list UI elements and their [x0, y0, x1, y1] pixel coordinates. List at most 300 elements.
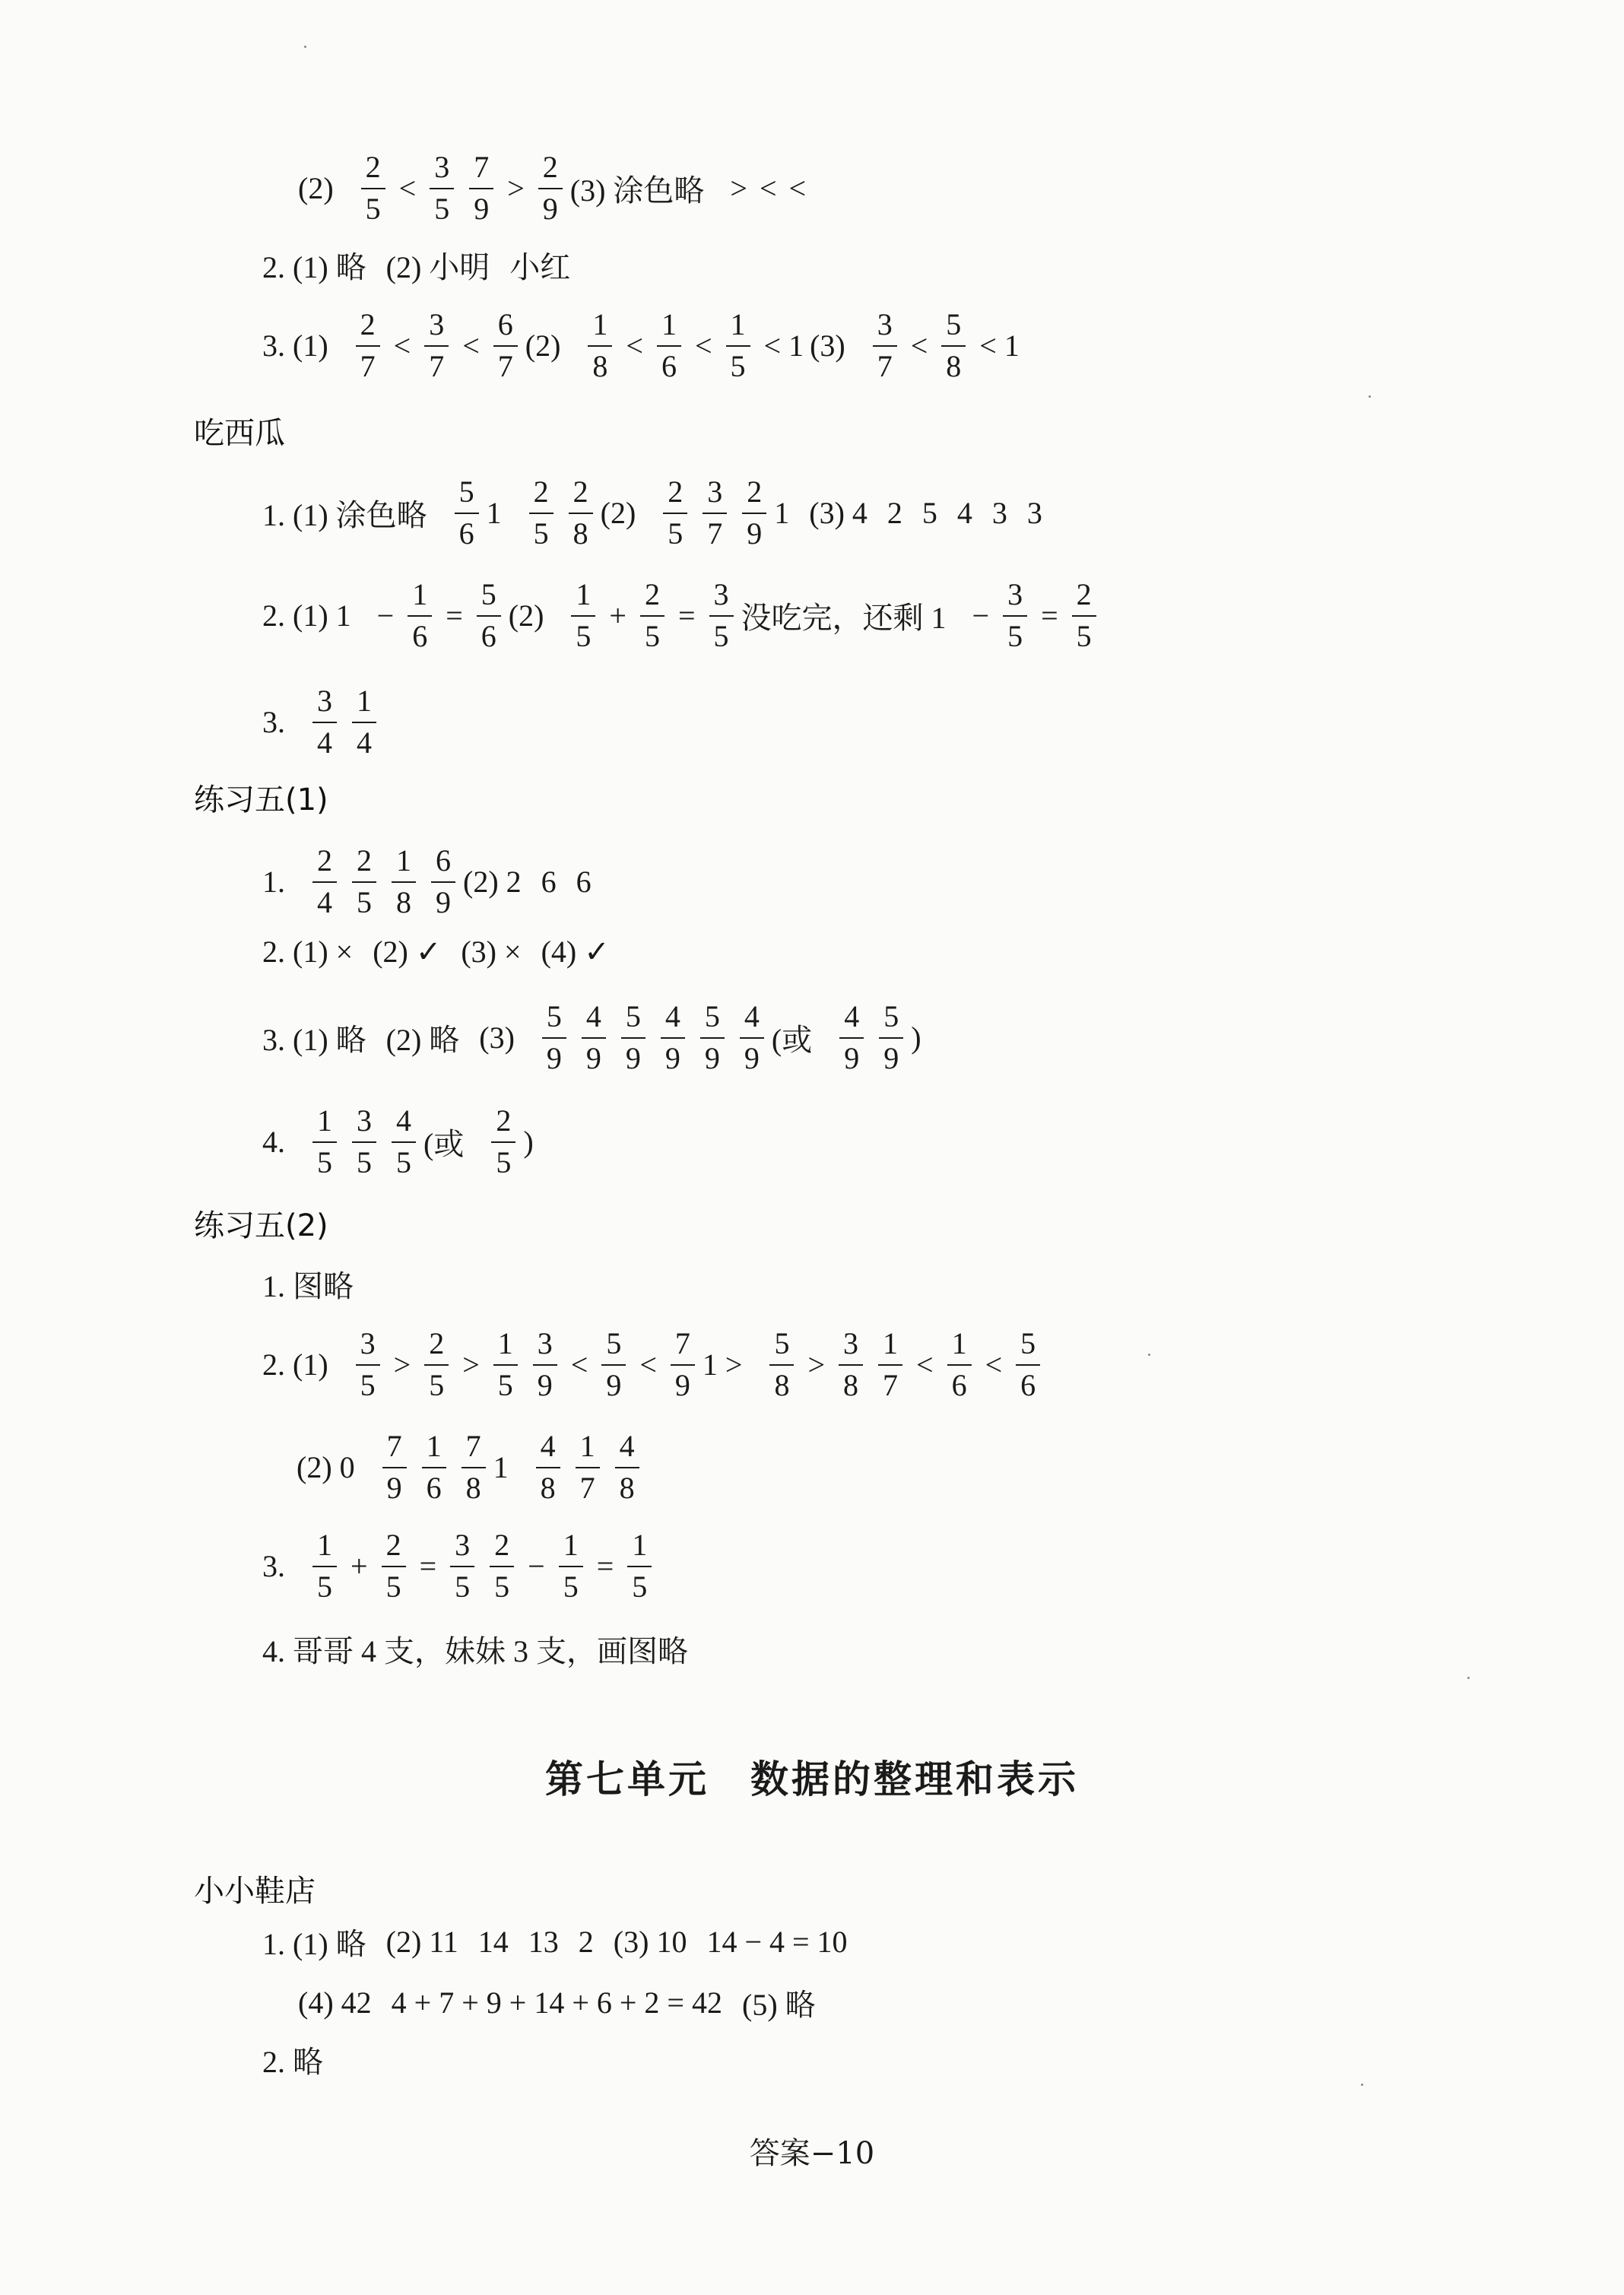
fraction — [615, 1430, 639, 1506]
answer-text: 6 — [576, 865, 592, 900]
scan-speck — [1369, 395, 1371, 398]
denominator: 5 — [365, 191, 381, 226]
fraction — [424, 308, 449, 384]
denominator: 5 — [496, 1144, 512, 1179]
math-operator: = — [596, 1549, 614, 1584]
denominator: 6 — [426, 1470, 442, 1505]
answer-text: (5) 略 — [742, 1988, 816, 2022]
page-footer: 答案−10 — [749, 2136, 875, 2171]
denominator: 7 — [360, 348, 376, 383]
numerator: 4 — [740, 1000, 764, 1039]
numerator: 2 — [529, 475, 553, 514]
denominator: 9 — [585, 1040, 601, 1075]
answer-text: 5 — [921, 496, 937, 531]
fraction — [703, 475, 727, 551]
answer-text: (3) 4 — [809, 496, 868, 531]
denominator: 5 — [713, 618, 729, 653]
numerator: 3 — [424, 308, 449, 347]
denominator: 8 — [619, 1470, 635, 1505]
answer-text: (3) — [479, 1021, 515, 1055]
fraction — [941, 308, 966, 384]
numerator: 2 — [382, 1528, 406, 1567]
answer-text: 6 — [541, 865, 557, 900]
denominator: 5 — [434, 191, 450, 226]
numerator: 2 — [742, 475, 766, 514]
answer-text: 3. (1) — [262, 329, 328, 363]
fraction — [352, 844, 376, 920]
fraction — [493, 308, 518, 384]
fraction — [312, 684, 337, 760]
section-heading: 吃西瓜 — [194, 416, 285, 451]
denominator: 9 — [704, 1040, 720, 1075]
answer-line — [262, 1262, 373, 1306]
answer-line — [262, 1528, 659, 1605]
fraction — [947, 1327, 972, 1403]
denominator: 5 — [385, 1569, 401, 1604]
numerator: 7 — [469, 151, 493, 189]
math-operator: < — [393, 329, 411, 363]
fraction — [740, 1000, 764, 1076]
answer-line — [298, 151, 812, 227]
fraction — [477, 578, 501, 654]
denominator: 5 — [1007, 618, 1023, 653]
numerator: 3 — [703, 475, 727, 514]
numerator: 3 — [1003, 578, 1027, 617]
answer-text: 1. (1) 涂色略 — [262, 498, 427, 533]
fraction — [469, 151, 493, 227]
denominator: 5 — [668, 516, 684, 551]
numerator: 6 — [493, 308, 518, 347]
fraction — [356, 1327, 380, 1403]
answer-line — [262, 2038, 343, 2081]
fraction — [455, 475, 479, 551]
denominator: 9 — [546, 1040, 562, 1075]
chapter-title: 第七单元 数据的整理和表示 — [545, 1757, 1079, 1801]
denominator: 5 — [396, 1144, 411, 1179]
numerator: 3 — [450, 1528, 474, 1567]
denominator: 5 — [357, 1144, 372, 1179]
fraction — [352, 684, 376, 760]
math-operator: = — [1041, 598, 1058, 633]
answer-text: 2. (1) 略 — [262, 250, 366, 284]
numerator: 7 — [462, 1430, 486, 1468]
fraction — [424, 1327, 449, 1403]
numerator: 1 — [493, 1327, 518, 1366]
numerator: 2 — [1072, 578, 1096, 617]
fraction — [312, 1528, 337, 1605]
numerator: 1 — [312, 1104, 337, 1143]
math-operator: < — [916, 1347, 934, 1382]
answer-text: 2. (1) 1 — [262, 598, 351, 633]
numerator: 1 — [657, 308, 681, 347]
answer-text: 3. — [262, 1549, 285, 1584]
answer-text: ) — [523, 1125, 534, 1160]
fraction — [312, 844, 337, 920]
fraction — [462, 1430, 486, 1506]
denominator: 5 — [494, 1569, 510, 1604]
numerator: 2 — [424, 1327, 449, 1366]
numerator: 7 — [671, 1327, 695, 1366]
numerator: 5 — [1016, 1327, 1040, 1366]
fraction — [700, 1000, 725, 1076]
numerator: 5 — [700, 1000, 725, 1039]
answer-text: 3 — [991, 496, 1007, 531]
numerator: 4 — [582, 1000, 606, 1039]
denominator: 5 — [730, 348, 746, 383]
answer-text: 2. (1) × — [262, 935, 354, 969]
fraction — [1003, 578, 1027, 654]
section-heading: 小小鞋店 — [194, 1874, 316, 1909]
answer-text: ) — [911, 1021, 921, 1055]
fraction — [657, 308, 681, 384]
answer-text: 1 — [774, 496, 790, 531]
numerator: 3 — [533, 1327, 557, 1366]
answer-text: (2) — [600, 496, 636, 531]
scan-speck — [1361, 2084, 1363, 2086]
denominator: 9 — [844, 1040, 860, 1075]
numerator: 5 — [542, 1000, 566, 1039]
denominator: 5 — [357, 884, 372, 919]
numerator: 7 — [382, 1430, 407, 1468]
numerator: 2 — [538, 151, 563, 189]
answer-text: (4) ✓ — [541, 935, 610, 969]
math-operator: − — [528, 1549, 545, 1584]
denominator: 5 — [632, 1569, 648, 1604]
fraction — [392, 844, 416, 920]
fraction — [538, 151, 563, 227]
fraction — [422, 1430, 446, 1506]
answer-line — [298, 1981, 836, 2024]
fraction — [352, 1104, 376, 1180]
denominator: 5 — [644, 618, 660, 653]
scan-speck — [1467, 1677, 1470, 1679]
fraction — [356, 308, 380, 384]
numerator: 4 — [839, 1000, 864, 1039]
numerator: 1 — [559, 1528, 583, 1567]
answer-text: 3. — [262, 705, 285, 740]
math-operator: − — [972, 598, 990, 633]
numerator: 1 — [352, 684, 376, 723]
numerator: 1 — [571, 578, 595, 617]
math-operator: < — [398, 171, 417, 206]
numerator: 4 — [661, 1000, 685, 1039]
section-heading: 练习五(2) — [194, 1208, 328, 1243]
numerator: 3 — [873, 308, 897, 347]
fraction — [588, 308, 612, 384]
numerator: 1 — [392, 844, 416, 883]
numerator: 1 — [576, 1430, 600, 1468]
math-operator: < — [910, 329, 928, 363]
fraction — [408, 578, 432, 654]
fraction — [661, 1000, 685, 1076]
fraction — [430, 151, 454, 227]
answer-text: 14 − 4 = 10 — [706, 1925, 848, 1959]
math-operator: < — [626, 329, 643, 363]
denominator: 9 — [744, 1040, 760, 1075]
denominator: 8 — [946, 348, 962, 383]
math-operator: + — [350, 1549, 368, 1584]
denominator: 4 — [357, 725, 372, 760]
answer-text: (2) ✓ — [373, 935, 442, 969]
fraction — [312, 1104, 337, 1180]
numerator: 3 — [430, 151, 454, 189]
fraction — [627, 1528, 652, 1605]
denominator: 5 — [497, 1367, 513, 1402]
answer-text: (4) 42 — [298, 1986, 372, 2020]
answer-text: 1 — [493, 1450, 509, 1485]
numerator: 5 — [477, 578, 501, 617]
numerator: 4 — [615, 1430, 639, 1468]
answer-line — [262, 934, 630, 970]
fraction — [873, 308, 897, 384]
answer-text: 2. 略 — [262, 2045, 323, 2079]
denominator: 8 — [592, 348, 608, 383]
answer-line — [262, 1000, 941, 1076]
fraction — [663, 475, 687, 551]
answer-text: 3. (1) 略 — [262, 1023, 366, 1058]
numerator: 3 — [312, 684, 337, 723]
numerator: 2 — [490, 1528, 514, 1567]
answer-text: 2. (1) — [262, 1347, 328, 1382]
denominator: 9 — [537, 1367, 553, 1402]
math-operator: < — [570, 1347, 588, 1382]
denominator: 7 — [877, 348, 893, 383]
denominator: 7 — [429, 348, 445, 383]
answer-text: (2) — [525, 329, 561, 363]
answer-text: (或 — [423, 1127, 465, 1162]
denominator: 5 — [317, 1569, 332, 1604]
answer-line — [262, 1327, 1048, 1403]
numerator: 3 — [709, 578, 734, 617]
numerator: 5 — [455, 475, 479, 514]
math-operator: < — [759, 171, 777, 206]
denominator: 6 — [458, 516, 474, 551]
answer-text: 小红 — [509, 250, 571, 284]
answer-text: 4 — [956, 496, 972, 531]
fraction — [493, 1327, 518, 1403]
fraction — [559, 1528, 583, 1605]
fraction — [361, 151, 385, 227]
denominator: 7 — [707, 516, 723, 551]
answer-line — [262, 844, 611, 920]
fraction — [382, 1528, 406, 1605]
math-operator: < — [985, 1347, 1003, 1382]
denominator: 5 — [576, 618, 592, 653]
answer-text: 1. (1) 略 — [262, 1927, 366, 1961]
numerator: 1 — [422, 1430, 446, 1468]
denominator: 9 — [606, 1367, 622, 1402]
answer-text: 1. 图略 — [262, 1269, 354, 1303]
math-operator: < 1 — [979, 329, 1020, 363]
denominator: 8 — [573, 516, 588, 551]
answer-text: (3) 涂色略 — [569, 173, 705, 208]
answer-line — [297, 1430, 647, 1506]
fraction — [491, 1104, 515, 1180]
fraction — [640, 578, 665, 654]
numerator: 1 — [726, 308, 750, 347]
denominator: 9 — [625, 1040, 641, 1075]
denominator: 5 — [360, 1367, 376, 1402]
math-operator: < — [462, 329, 480, 363]
numerator: 1 — [627, 1528, 652, 1567]
numerator: 2 — [312, 844, 337, 883]
denominator: 8 — [843, 1367, 859, 1402]
fraction — [621, 1000, 645, 1076]
math-operator: < — [788, 171, 807, 206]
answer-text: (3) 10 — [613, 1925, 687, 1959]
numerator: 1 — [312, 1528, 337, 1567]
fraction — [392, 1104, 416, 1180]
denominator: 7 — [883, 1367, 899, 1402]
denominator: 5 — [429, 1367, 445, 1402]
fraction — [726, 308, 750, 384]
math-operator: > — [462, 1347, 480, 1382]
answer-text: 1. — [262, 865, 285, 900]
math-operator: > — [807, 1347, 826, 1382]
denominator: 9 — [883, 1040, 899, 1075]
fraction — [709, 578, 734, 654]
denominator: 9 — [674, 1367, 690, 1402]
math-operator: = — [419, 1549, 437, 1584]
denominator: 8 — [396, 884, 411, 919]
math-operator: > — [730, 171, 747, 206]
denominator: 6 — [951, 1367, 967, 1402]
denominator: 5 — [1076, 618, 1092, 653]
math-operator: + — [609, 598, 626, 633]
answer-text: (2) — [508, 598, 544, 633]
fraction — [431, 844, 455, 920]
fraction — [533, 1327, 557, 1403]
answer-text: (2) 11 — [385, 1925, 458, 1959]
answer-text: (2) 2 — [463, 865, 522, 900]
denominator: 5 — [317, 1144, 332, 1179]
numerator: 4 — [392, 1104, 416, 1143]
numerator: 2 — [356, 308, 380, 347]
denominator: 7 — [579, 1470, 595, 1505]
math-operator: > — [507, 171, 525, 206]
math-operator: < — [694, 329, 712, 363]
fraction — [536, 1430, 560, 1506]
fraction — [601, 1327, 626, 1403]
fraction — [529, 475, 553, 551]
numerator: 3 — [352, 1104, 376, 1143]
scan-speck — [304, 46, 306, 48]
answer-text: (3) — [810, 329, 845, 363]
fraction — [542, 1000, 566, 1076]
math-operator: < — [639, 1347, 657, 1382]
answer-text: (2) 略 — [385, 1023, 460, 1058]
answer-text: (2) — [298, 171, 334, 206]
numerator: 2 — [640, 578, 665, 617]
answer-text: 4. — [262, 1125, 285, 1160]
answer-line — [262, 243, 590, 287]
answer-line — [262, 1104, 553, 1180]
answer-text: 1 > — [702, 1347, 743, 1382]
answer-text: 1 — [486, 496, 502, 531]
denominator: 8 — [465, 1470, 481, 1505]
fraction — [1072, 578, 1096, 654]
answer-text: 4 + 7 + 9 + 14 + 6 + 2 = 42 — [391, 1986, 722, 2020]
denominator: 6 — [1020, 1367, 1036, 1402]
answer-line — [262, 475, 1062, 551]
denominator: 7 — [497, 348, 513, 383]
answer-text: (2) 0 — [297, 1450, 355, 1485]
answer-text: (3) × — [461, 935, 522, 969]
denominator: 8 — [774, 1367, 790, 1402]
answer-text: 2 — [578, 1925, 594, 1959]
numerator: 1 — [408, 578, 432, 617]
denominator: 5 — [455, 1569, 471, 1604]
fraction — [382, 1430, 407, 1506]
answer-text: 14 — [477, 1925, 509, 1959]
fraction — [582, 1000, 606, 1076]
fraction — [671, 1327, 695, 1403]
math-operator: > — [393, 1347, 411, 1382]
fraction — [1016, 1327, 1040, 1403]
answer-line — [262, 1920, 868, 1963]
numerator: 2 — [663, 475, 687, 514]
answer-text: 2 — [887, 496, 902, 531]
denominator: 6 — [481, 618, 496, 653]
fraction — [742, 475, 766, 551]
numerator: 5 — [879, 1000, 903, 1039]
denominator: 6 — [661, 348, 677, 383]
denominator: 9 — [474, 191, 490, 226]
denominator: 4 — [317, 884, 332, 919]
fraction — [490, 1528, 514, 1605]
denominator: 9 — [436, 884, 451, 919]
fraction — [839, 1000, 864, 1076]
answer-text: 没吃完，还剩 1 — [741, 601, 947, 636]
numerator: 1 — [588, 308, 612, 347]
fraction — [839, 1327, 863, 1403]
section-heading: 练习五(1) — [194, 782, 328, 817]
fraction — [879, 1000, 903, 1076]
denominator: 5 — [563, 1569, 579, 1604]
fraction — [571, 578, 595, 654]
answer-line — [262, 308, 1026, 384]
numerator: 3 — [356, 1327, 380, 1366]
numerator: 5 — [769, 1327, 794, 1366]
math-operator: < 1 — [763, 329, 804, 363]
numerator: 4 — [536, 1430, 560, 1468]
numerator: 3 — [839, 1327, 863, 1366]
fraction — [878, 1327, 902, 1403]
answer-line — [262, 1627, 708, 1671]
answer-line — [262, 578, 1104, 654]
answer-text: (或 — [771, 1023, 813, 1058]
fraction — [769, 1327, 794, 1403]
math-operator: = — [446, 598, 463, 633]
denominator: 9 — [747, 516, 763, 551]
denominator: 9 — [542, 191, 558, 226]
denominator: 5 — [533, 516, 549, 551]
answer-line — [262, 684, 384, 760]
numerator: 1 — [947, 1327, 972, 1366]
numerator: 2 — [352, 844, 376, 883]
fraction — [450, 1528, 474, 1605]
numerator: 6 — [431, 844, 455, 883]
numerator: 5 — [601, 1327, 626, 1366]
fraction — [576, 1430, 600, 1506]
numerator: 2 — [569, 475, 593, 514]
scan-speck — [1148, 1354, 1150, 1356]
fraction — [569, 475, 593, 551]
numerator: 5 — [941, 308, 966, 347]
answer-text: (2) 小明 — [385, 250, 490, 284]
denominator: 4 — [317, 725, 332, 760]
denominator: 6 — [412, 618, 428, 653]
